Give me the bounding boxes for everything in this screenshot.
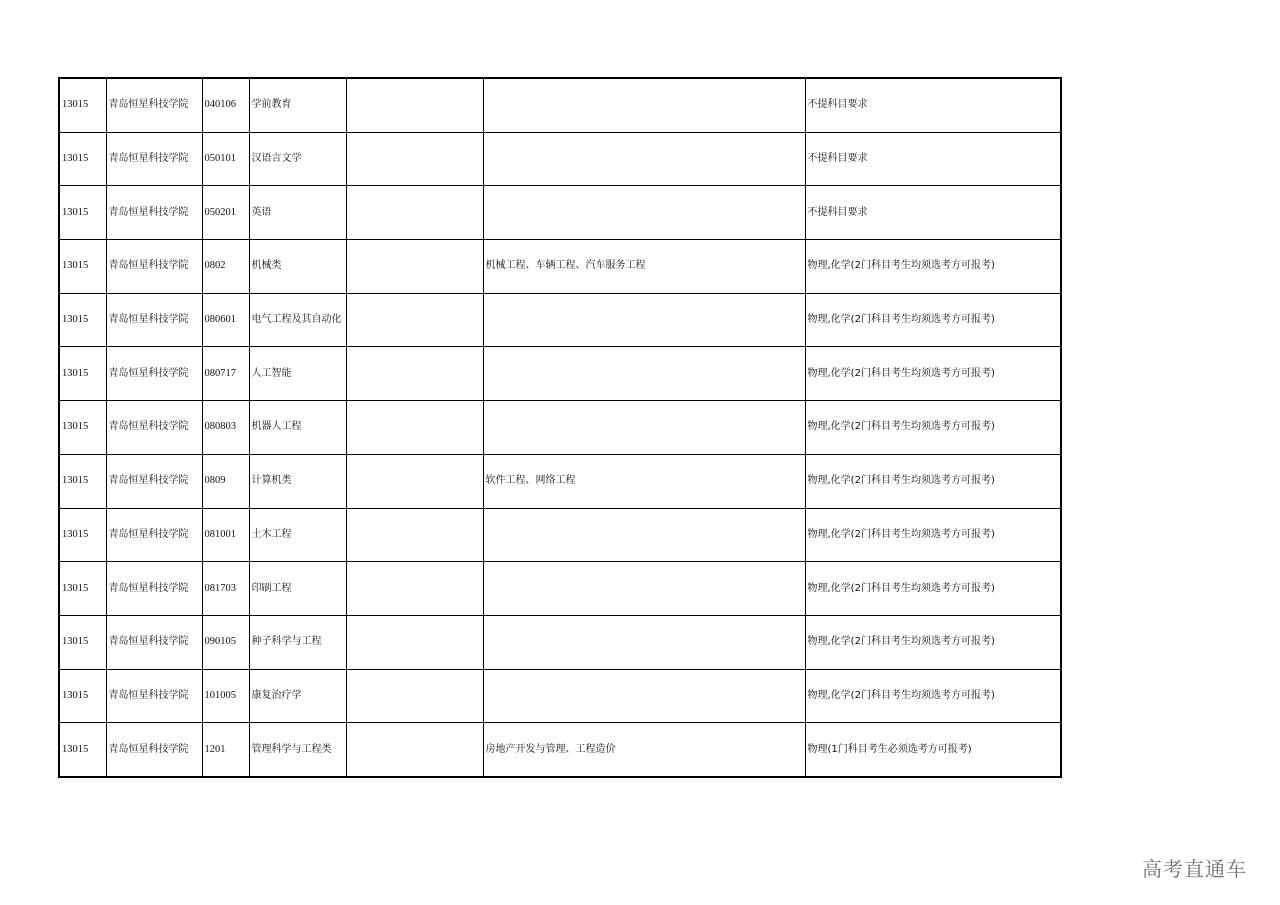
school-name-cell: 青岛恒星科技学院 bbox=[106, 508, 202, 562]
table-row bbox=[59, 132, 1061, 186]
blank-cell bbox=[346, 454, 483, 508]
school-code-cell: 13015 bbox=[59, 615, 106, 669]
major-code-cell: 040106 bbox=[202, 78, 249, 132]
school-code-cell: 13015 bbox=[59, 723, 106, 777]
subject-requirement-cell: 物理,化学(2门科目考生均须选考方可报考) bbox=[805, 562, 1061, 616]
major-code-cell: 080717 bbox=[202, 347, 249, 401]
subject-requirement-cell: 不提科目要求 bbox=[805, 132, 1061, 186]
major-code-cell: 081703 bbox=[202, 562, 249, 616]
major-code-cell: 080601 bbox=[202, 293, 249, 347]
included-majors-cell bbox=[483, 669, 805, 723]
included-majors-cell bbox=[483, 78, 805, 132]
table-row bbox=[59, 562, 1061, 616]
blank-cell bbox=[346, 401, 483, 455]
included-majors-cell bbox=[483, 132, 805, 186]
school-code-cell: 13015 bbox=[59, 186, 106, 240]
major-name-cell: 机器人工程 bbox=[249, 401, 346, 455]
major-name-cell: 机械类 bbox=[249, 240, 346, 294]
major-code-cell: 081001 bbox=[202, 508, 249, 562]
subject-requirement-cell: 不提科目要求 bbox=[805, 78, 1061, 132]
school-code-cell: 13015 bbox=[59, 508, 106, 562]
subject-requirement-cell: 物理,化学(2门科目考生均须选考方可报考) bbox=[805, 347, 1061, 401]
table-body bbox=[59, 78, 1061, 777]
included-majors-cell bbox=[483, 401, 805, 455]
subject-requirement-cell: 物理,化学(2门科目考生均须选考方可报考) bbox=[805, 293, 1061, 347]
school-name-cell: 青岛恒星科技学院 bbox=[106, 454, 202, 508]
major-name-cell: 计算机类 bbox=[249, 454, 346, 508]
subject-requirement-cell: 物理,化学(2门科目考生均须选考方可报考) bbox=[805, 454, 1061, 508]
school-code-cell: 13015 bbox=[59, 293, 106, 347]
subject-requirements-table bbox=[58, 77, 1062, 778]
table-row bbox=[59, 240, 1061, 294]
major-name-cell: 土木工程 bbox=[249, 508, 346, 562]
included-majors-cell: 软件工程、网络工程 bbox=[483, 454, 805, 508]
included-majors-cell: 机械工程、车辆工程、汽车服务工程 bbox=[483, 240, 805, 294]
included-majors-cell bbox=[483, 562, 805, 616]
school-name-cell: 青岛恒星科技学院 bbox=[106, 723, 202, 777]
table-row bbox=[59, 615, 1061, 669]
school-name-cell: 青岛恒星科技学院 bbox=[106, 293, 202, 347]
school-code-cell: 13015 bbox=[59, 454, 106, 508]
major-code-cell: 0802 bbox=[202, 240, 249, 294]
table-row bbox=[59, 186, 1061, 240]
blank-cell bbox=[346, 562, 483, 616]
school-name-cell: 青岛恒星科技学院 bbox=[106, 347, 202, 401]
school-name-cell: 青岛恒星科技学院 bbox=[106, 562, 202, 616]
major-code-cell: 101005 bbox=[202, 669, 249, 723]
subject-requirement-cell: 物理,化学(2门科目考生均须选考方可报考) bbox=[805, 240, 1061, 294]
subject-requirement-cell: 物理,化学(2门科目考生均须选考方可报考) bbox=[805, 401, 1061, 455]
school-name-cell: 青岛恒星科技学院 bbox=[106, 615, 202, 669]
blank-cell bbox=[346, 132, 483, 186]
major-name-cell: 学前教育 bbox=[249, 78, 346, 132]
major-code-cell: 050201 bbox=[202, 186, 249, 240]
table-row bbox=[59, 723, 1061, 777]
blank-cell bbox=[346, 615, 483, 669]
included-majors-cell bbox=[483, 615, 805, 669]
included-majors-cell bbox=[483, 293, 805, 347]
school-name-cell: 青岛恒星科技学院 bbox=[106, 669, 202, 723]
table-row bbox=[59, 401, 1061, 455]
subject-requirement-cell: 物理(1门科目考生必须选考方可报考) bbox=[805, 723, 1061, 777]
blank-cell bbox=[346, 723, 483, 777]
blank-cell bbox=[346, 240, 483, 294]
school-code-cell: 13015 bbox=[59, 240, 106, 294]
watermark-text: 高考直通车 bbox=[1142, 857, 1247, 881]
subject-requirement-cell: 物理,化学(2门科目考生均须选考方可报考) bbox=[805, 508, 1061, 562]
included-majors-cell: 房地产开发与管理、工程造价 bbox=[483, 723, 805, 777]
school-name-cell: 青岛恒星科技学院 bbox=[106, 401, 202, 455]
table-row bbox=[59, 347, 1061, 401]
major-name-cell: 种子科学与工程 bbox=[249, 615, 346, 669]
school-name-cell: 青岛恒星科技学院 bbox=[106, 186, 202, 240]
included-majors-cell bbox=[483, 508, 805, 562]
included-majors-cell bbox=[483, 186, 805, 240]
table-row bbox=[59, 293, 1061, 347]
major-name-cell: 康复治疗学 bbox=[249, 669, 346, 723]
major-name-cell: 印刷工程 bbox=[249, 562, 346, 616]
table-row bbox=[59, 669, 1061, 723]
blank-cell bbox=[346, 508, 483, 562]
subject-requirement-cell: 物理,化学(2门科目考生均须选考方可报考) bbox=[805, 615, 1061, 669]
major-code-cell: 1201 bbox=[202, 723, 249, 777]
table-row bbox=[59, 454, 1061, 508]
major-code-cell: 080803 bbox=[202, 401, 249, 455]
blank-cell bbox=[346, 186, 483, 240]
school-code-cell: 13015 bbox=[59, 78, 106, 132]
major-name-cell: 电气工程及其自动化 bbox=[249, 293, 346, 347]
school-code-cell: 13015 bbox=[59, 562, 106, 616]
included-majors-cell bbox=[483, 347, 805, 401]
major-name-cell: 人工智能 bbox=[249, 347, 346, 401]
table-row bbox=[59, 78, 1061, 132]
blank-cell bbox=[346, 669, 483, 723]
blank-cell bbox=[346, 347, 483, 401]
major-code-cell: 090105 bbox=[202, 615, 249, 669]
school-code-cell: 13015 bbox=[59, 669, 106, 723]
subject-requirement-cell: 物理,化学(2门科目考生均须选考方可报考) bbox=[805, 669, 1061, 723]
table-row bbox=[59, 508, 1061, 562]
school-name-cell: 青岛恒星科技学院 bbox=[106, 240, 202, 294]
subject-requirement-cell: 不提科目要求 bbox=[805, 186, 1061, 240]
major-code-cell: 0809 bbox=[202, 454, 249, 508]
school-name-cell: 青岛恒星科技学院 bbox=[106, 132, 202, 186]
school-name-cell: 青岛恒星科技学院 bbox=[106, 78, 202, 132]
school-code-cell: 13015 bbox=[59, 132, 106, 186]
major-name-cell: 管理科学与工程类 bbox=[249, 723, 346, 777]
school-code-cell: 13015 bbox=[59, 347, 106, 401]
major-name-cell: 汉语言文学 bbox=[249, 132, 346, 186]
blank-cell bbox=[346, 293, 483, 347]
major-name-cell: 英语 bbox=[249, 186, 346, 240]
blank-cell bbox=[346, 78, 483, 132]
major-code-cell: 050101 bbox=[202, 132, 249, 186]
school-code-cell: 13015 bbox=[59, 401, 106, 455]
